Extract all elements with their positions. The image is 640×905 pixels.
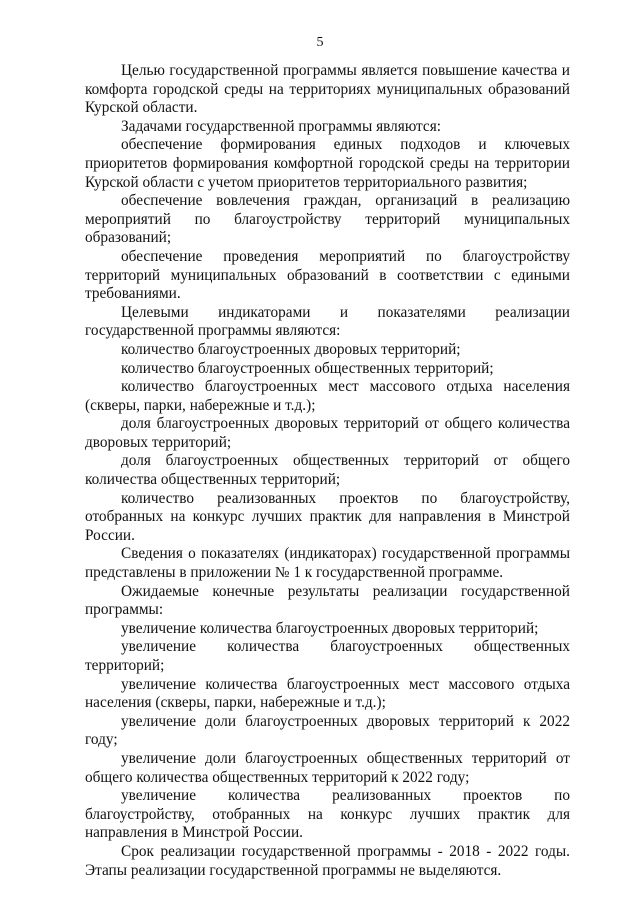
- page-number: 5: [316, 35, 324, 50]
- paragraph-result: увеличение доли благоустроенных общественных территорий от общего количества общественных территорий к 2022 году;: [85, 749, 570, 786]
- paragraph-result: увеличение количества благоустроенных общественных территорий;: [85, 638, 570, 674]
- paragraph-result: увеличение количества благоустроенных дворовых территорий;: [121, 619, 539, 637]
- paragraph-timeline: Срок реализации государственной программы - 2018 - 2022 годы. Этапы реализации государственной программы не выделяются.: [85, 842, 570, 879]
- paragraph-indicator: количество благоустроенных дворовых территорий;: [121, 340, 461, 358]
- paragraph-result: увеличение количества реализованных проектов по благоустройству, отобранных на конкурс лучших практик для направления в Минстрой России.: [85, 787, 570, 842]
- paragraph-task: обеспечение вовлечения граждан, организаций в реализацию мероприятий по благоустройству территорий муниципальных образований;: [85, 192, 570, 247]
- paragraph-task: обеспечение формирования единых подходов и ключевых приоритетов формирования комфортной городской среды на территории Курской области с учетом приоритетов территориального развития;: [85, 136, 570, 191]
- paragraph-indicator: количество благоустроенных мест массового отдыха населения (скверы, парки, набережные и т.д.);: [85, 378, 570, 414]
- paragraph-tasks-heading: Задачами государственной программы являются:: [121, 117, 441, 135]
- paragraph-indicator: количество реализованных проектов по благоустройству, отобранных на конкурс лучших практик для направления в Минстрой России.: [85, 489, 570, 544]
- paragraph-result: увеличение доли благоустроенных дворовых территорий к 2022 году;: [85, 712, 570, 749]
- paragraph-indicator: доля благоустроенных дворовых территорий от общего количества дворовых территорий;: [85, 415, 570, 451]
- paragraph-task: обеспечение проведения мероприятий по благоустройству территорий муниципальных образований в соответствии с едиными требованиями.: [85, 247, 570, 303]
- paragraph-indicator: доля благоустроенных общественных территорий от общего количества общественных территорий;: [85, 452, 570, 489]
- paragraph-indicators-heading: Целевыми индикаторами и показателями реализации государственной программы являются:: [85, 303, 570, 340]
- document-body: [85, 62, 570, 880]
- paragraph-result: увеличение количества благоустроенных мест массового отдыха населения (скверы, парки, набережные и т.д.);: [85, 675, 570, 712]
- paragraph-indicators-reference: Сведения о показателях (индикаторах) государственной программы представлены в приложении № 1 к государственной программе.: [85, 545, 570, 582]
- paragraph-results-heading: Ожидаемые конечные результаты реализации государственной программы:: [85, 582, 570, 619]
- paragraph-goal: Целью государственной программы является повышение качества и комфорта городской среды на территориях муниципальных образований Курской области.: [85, 62, 570, 117]
- paragraph-indicator: количество благоустроенных общественных территорий;: [121, 359, 494, 377]
